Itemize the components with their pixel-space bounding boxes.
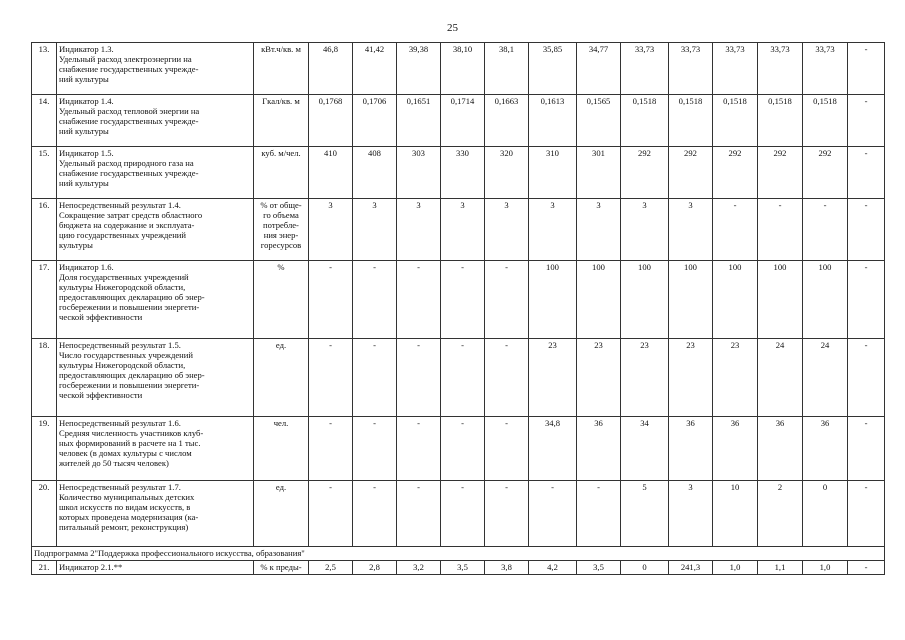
value-cell: 292 <box>713 147 758 199</box>
value-cell: 3,5 <box>577 561 621 575</box>
indicator-name-line: Индикатор 1.3. <box>59 44 114 54</box>
value-cell: - <box>848 417 885 481</box>
value-cell: 301 <box>577 147 621 199</box>
value-cell: 2,5 <box>309 561 353 575</box>
indicator-name-line: культуры Нижегородской области, <box>59 282 186 292</box>
value-cell: 24 <box>758 339 803 417</box>
indicator-name-line: Удельный расход природного газа на <box>59 158 194 168</box>
value-cell: 0,1565 <box>577 95 621 147</box>
unit-line: чел. <box>273 418 289 428</box>
indicator-name-line: человек (в домах культуры с числом <box>59 448 192 458</box>
indicator-name-line: Число государственных учреждений <box>59 350 193 360</box>
value-cell: 0,1714 <box>441 95 485 147</box>
value-cell: 100 <box>803 261 848 339</box>
value-cell: - <box>441 339 485 417</box>
value-cell: - <box>848 199 885 261</box>
unit-line: потребле- <box>263 220 299 230</box>
value-cell: - <box>848 481 885 547</box>
value-cell: 36 <box>758 417 803 481</box>
value-cell: - <box>397 339 441 417</box>
value-cell: 36 <box>803 417 848 481</box>
value-cell: 41,42 <box>353 43 397 95</box>
value-cell: 0,1706 <box>353 95 397 147</box>
value-cell: 2 <box>758 481 803 547</box>
unit-cell <box>254 417 309 481</box>
value-cell: 0 <box>803 481 848 547</box>
value-cell: 292 <box>621 147 669 199</box>
indicator-name-line: госбережении и повышении энергети- <box>59 302 200 312</box>
value-cell: - <box>309 339 353 417</box>
value-cell: 100 <box>577 261 621 339</box>
indicator-name-line: Доля государственных учреждений <box>59 272 189 282</box>
page-number: 25 <box>447 22 458 34</box>
value-cell: - <box>848 561 885 575</box>
value-cell: 23 <box>529 339 577 417</box>
table-row <box>32 481 885 547</box>
value-cell: 2,8 <box>353 561 397 575</box>
value-cell: - <box>848 43 885 95</box>
value-cell: - <box>397 261 441 339</box>
value-cell: - <box>848 95 885 147</box>
indicator-name-line: госбережении и повышении энергети- <box>59 380 200 390</box>
indicator-name <box>57 339 254 417</box>
value-cell: 4,2 <box>529 561 577 575</box>
unit-line: % к преды- <box>260 562 302 572</box>
indicator-name-line: цию государственных учреждений <box>59 230 186 240</box>
row-number: 21. <box>32 561 57 575</box>
indicator-name-line: Индикатор 2.1.** <box>59 562 123 572</box>
indicator-name <box>57 481 254 547</box>
value-cell: 3,5 <box>441 561 485 575</box>
indicator-name-line: Непосредственный результат 1.4. <box>59 200 181 210</box>
value-cell: - <box>577 481 621 547</box>
value-cell: 33,73 <box>621 43 669 95</box>
value-cell: 36 <box>669 417 713 481</box>
value-cell: 33,73 <box>803 43 848 95</box>
value-cell: - <box>309 417 353 481</box>
value-cell: 3 <box>621 199 669 261</box>
value-cell: - <box>397 481 441 547</box>
value-cell: 33,73 <box>713 43 758 95</box>
value-cell: 38,10 <box>441 43 485 95</box>
value-cell: 3 <box>669 481 713 547</box>
value-cell: 46,8 <box>309 43 353 95</box>
unit-line: горесурсов <box>260 240 302 250</box>
indicator-name-line: Индикатор 1.4. <box>59 96 114 106</box>
unit-line: ния энер- <box>263 230 299 240</box>
unit-cell <box>254 481 309 547</box>
indicator-name-line: Непосредственный результат 1.5. <box>59 340 181 350</box>
row-number: 15. <box>32 147 57 199</box>
value-cell: - <box>485 417 529 481</box>
indicator-name-line: школ искусств по видам искусств, в <box>59 502 191 512</box>
value-cell: 35,85 <box>529 43 577 95</box>
unit-cell <box>254 561 309 575</box>
unit-line: го объема <box>263 210 299 220</box>
value-cell: 0,1518 <box>621 95 669 147</box>
value-cell: - <box>309 261 353 339</box>
value-cell: 320 <box>485 147 529 199</box>
table-row <box>32 199 885 261</box>
value-cell: - <box>485 481 529 547</box>
table-row <box>32 95 885 147</box>
value-cell: 292 <box>803 147 848 199</box>
value-cell: 330 <box>441 147 485 199</box>
value-cell: - <box>848 147 885 199</box>
value-cell: - <box>803 199 848 261</box>
indicator-name-line: снабжение государственных учрежде- <box>59 64 199 74</box>
indicator-name <box>57 95 254 147</box>
row-number: 20. <box>32 481 57 547</box>
value-cell: 23 <box>669 339 713 417</box>
value-cell: - <box>441 481 485 547</box>
unit-line: % от обще- <box>260 200 302 210</box>
value-cell: 33,73 <box>669 43 713 95</box>
value-cell: 3 <box>529 199 577 261</box>
indicator-name-line: ний культуры <box>59 74 109 84</box>
indicator-name-line: ных формирований в расчете на 1 тыс. <box>59 438 201 448</box>
row-number: 19. <box>32 417 57 481</box>
table-row <box>32 339 885 417</box>
value-cell: 3 <box>353 199 397 261</box>
value-cell: - <box>397 417 441 481</box>
indicator-name-line: Количество муниципальных детских <box>59 492 195 502</box>
value-cell: 0,1518 <box>669 95 713 147</box>
indicator-name-line: Индикатор 1.6. <box>59 262 114 272</box>
value-cell: 39,38 <box>397 43 441 95</box>
value-cell: - <box>485 261 529 339</box>
unit-line: куб. м/чел. <box>261 148 301 158</box>
value-cell: 38,1 <box>485 43 529 95</box>
value-cell: 3,2 <box>397 561 441 575</box>
value-cell: 100 <box>529 261 577 339</box>
value-cell: 0,1518 <box>758 95 803 147</box>
value-cell: - <box>758 199 803 261</box>
value-cell: 36 <box>713 417 758 481</box>
value-cell: 5 <box>621 481 669 547</box>
value-cell: - <box>309 481 353 547</box>
indicator-name <box>57 261 254 339</box>
indicator-name-line: Непосредственный результат 1.7. <box>59 482 181 492</box>
value-cell: 241,3 <box>669 561 713 575</box>
unit-cell <box>254 43 309 95</box>
indicator-name-line: Индикатор 1.5. <box>59 148 114 158</box>
indicator-name-line: которых проведена модернизация (ка- <box>59 512 199 522</box>
value-cell: 0,1651 <box>397 95 441 147</box>
indicator-table <box>31 42 885 575</box>
row-number: 17. <box>32 261 57 339</box>
indicator-name-line: культуры Нижегородской области, <box>59 360 186 370</box>
section-row <box>32 547 885 561</box>
indicator-name <box>57 561 254 575</box>
table-row <box>32 417 885 481</box>
value-cell: - <box>353 261 397 339</box>
value-cell: - <box>353 339 397 417</box>
unit-cell <box>254 199 309 261</box>
value-cell: 0,1518 <box>803 95 848 147</box>
value-cell: 3,8 <box>485 561 529 575</box>
indicator-name-line: снабжение государственных учрежде- <box>59 116 199 126</box>
table-row <box>32 147 885 199</box>
value-cell: 100 <box>713 261 758 339</box>
indicator-name-line: ний культуры <box>59 178 109 188</box>
value-cell: 0,1518 <box>713 95 758 147</box>
value-cell: - <box>353 417 397 481</box>
value-cell: 36 <box>577 417 621 481</box>
value-cell: 0,1663 <box>485 95 529 147</box>
value-cell: 3 <box>485 199 529 261</box>
indicator-name <box>57 417 254 481</box>
value-cell: 1,1 <box>758 561 803 575</box>
value-cell: 3 <box>441 199 485 261</box>
value-cell: 23 <box>621 339 669 417</box>
table-row <box>32 261 885 339</box>
row-number: 18. <box>32 339 57 417</box>
value-cell: 3 <box>669 199 713 261</box>
value-cell: 410 <box>309 147 353 199</box>
value-cell: 1,0 <box>713 561 758 575</box>
value-cell: - <box>848 261 885 339</box>
value-cell: 100 <box>621 261 669 339</box>
indicator-name-line: жителей до 50 тысяч человек) <box>59 458 169 468</box>
indicator-name-line: Средняя численность участников клуб- <box>59 428 204 438</box>
indicator-name-line: ческой эффективности <box>59 312 143 322</box>
value-cell: 3 <box>397 199 441 261</box>
value-cell: 100 <box>758 261 803 339</box>
value-cell: 303 <box>397 147 441 199</box>
value-cell: - <box>353 481 397 547</box>
value-cell: 100 <box>669 261 713 339</box>
indicator-name-line: снабжение государственных учрежде- <box>59 168 199 178</box>
value-cell: 23 <box>577 339 621 417</box>
row-number: 13. <box>32 43 57 95</box>
value-cell: 292 <box>758 147 803 199</box>
unit-cell <box>254 339 309 417</box>
table-row <box>32 43 885 95</box>
indicator-name-line: Удельный расход электроэнергии на <box>59 54 192 64</box>
indicator-name-line: Непосредственный результат 1.6. <box>59 418 181 428</box>
value-cell: 408 <box>353 147 397 199</box>
table-row <box>32 561 885 575</box>
row-number: 14. <box>32 95 57 147</box>
value-cell: - <box>441 417 485 481</box>
value-cell: 1,0 <box>803 561 848 575</box>
value-cell: 10 <box>713 481 758 547</box>
indicator-name <box>57 43 254 95</box>
unit-line: % <box>277 262 285 272</box>
value-cell: - <box>848 339 885 417</box>
value-cell: - <box>529 481 577 547</box>
indicator-name-line: ний культуры <box>59 126 109 136</box>
value-cell: 3 <box>577 199 621 261</box>
indicator-name <box>57 199 254 261</box>
row-number: 16. <box>32 199 57 261</box>
value-cell: 23 <box>713 339 758 417</box>
value-cell: 0 <box>621 561 669 575</box>
value-cell: 24 <box>803 339 848 417</box>
value-cell: 310 <box>529 147 577 199</box>
unit-line: кВт.ч/кв. м <box>261 44 301 54</box>
indicator-name-line: ческой эффективности <box>59 390 143 400</box>
unit-cell <box>254 95 309 147</box>
indicator-name-line: питальный ремонт, реконструкция) <box>59 522 189 532</box>
value-cell: 0,1768 <box>309 95 353 147</box>
unit-line: ед. <box>275 340 287 350</box>
value-cell: 292 <box>669 147 713 199</box>
value-cell: - <box>713 199 758 261</box>
unit-cell <box>254 147 309 199</box>
unit-line: ед. <box>275 482 287 492</box>
indicator-name-line: Сокращение затрат средств областного <box>59 210 203 220</box>
indicator-name <box>57 147 254 199</box>
value-cell: 33,73 <box>758 43 803 95</box>
value-cell: 34,8 <box>529 417 577 481</box>
indicator-name-line: бюджета на содержание и эксплуата- <box>59 220 195 230</box>
indicator-name-line: предоставляющих декларацию об энер- <box>59 292 205 302</box>
section-title: Подпрограмма 2"Поддержка профессионального искусства, образования" <box>32 547 885 561</box>
indicator-name-line: культуры <box>59 240 93 250</box>
indicator-name-line: Удельный расход тепловой энергии на <box>59 106 200 116</box>
value-cell: 34 <box>621 417 669 481</box>
unit-cell <box>254 261 309 339</box>
value-cell: 0,1613 <box>529 95 577 147</box>
unit-line: Гкал/кв. м <box>262 96 300 106</box>
value-cell: 34,77 <box>577 43 621 95</box>
value-cell: - <box>485 339 529 417</box>
indicator-name-line: предоставляющих декларацию об энер- <box>59 370 205 380</box>
value-cell: - <box>441 261 485 339</box>
value-cell: 3 <box>309 199 353 261</box>
